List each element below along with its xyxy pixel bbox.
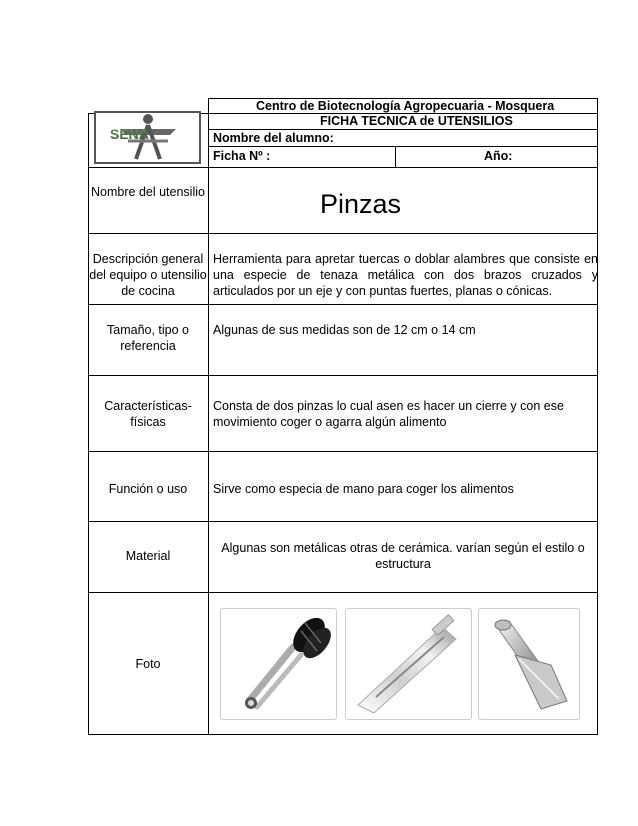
- year-label: Año:: [484, 149, 513, 163]
- characteristics-value: Consta de dos pinzas lo cual asen es hacer un cierre y con ese movimiento coger o agarra algún alimento: [213, 399, 564, 429]
- steel-tongs-icon: [479, 609, 579, 719]
- size-value: Algunas de sus medidas son de 12 cm o 14 cm: [213, 323, 476, 337]
- sheet-title: FICHA TECNICA de UTENSILIOS: [320, 114, 513, 128]
- material-value: Algunas son metálicas otras de cerámica. varían según el estilo o estructura: [221, 541, 585, 571]
- sheet-number-label: Ficha Nº :: [213, 149, 271, 163]
- function-value: Sirve como especia de mano para coger los alimentos: [213, 482, 514, 496]
- steel-tongs-photo: [478, 608, 580, 720]
- material-label: Material: [125, 549, 171, 563]
- student-name-label: Nombre del alumno:: [213, 131, 334, 145]
- sena-logo-icon: [96, 113, 199, 162]
- function-label: Función o uso: [108, 482, 188, 496]
- description-value: Herramienta para apretar tuercas o doblar alambres que consiste en una especie de tenaza metálica con dos brazos cruzados y articulados por un eje y con puntas fuertes, planas o cónicas.: [213, 252, 598, 298]
- size-label: Tamaño, tipo o referencia: [107, 323, 189, 353]
- description-label: Descripción general del equipo o utensilio de cocina: [89, 252, 207, 298]
- sena-logo: [94, 111, 201, 164]
- tongs-black-tips-photo: [220, 608, 337, 720]
- tongs-icon: [221, 609, 336, 719]
- logo-text: SENA: [110, 126, 149, 142]
- institution-name: Centro de Biotecnología Agropecuaria - Mosquera: [256, 99, 555, 113]
- utensil-name-value: Pinzas: [320, 189, 402, 219]
- metal-tongs-photo: [345, 608, 472, 720]
- metal-tongs-icon: [346, 609, 471, 719]
- photo-label: Foto: [135, 657, 161, 671]
- utensil-name-label: Nombre del utensilio: [91, 185, 205, 199]
- characteristics-label: Características-físicas: [104, 399, 192, 429]
